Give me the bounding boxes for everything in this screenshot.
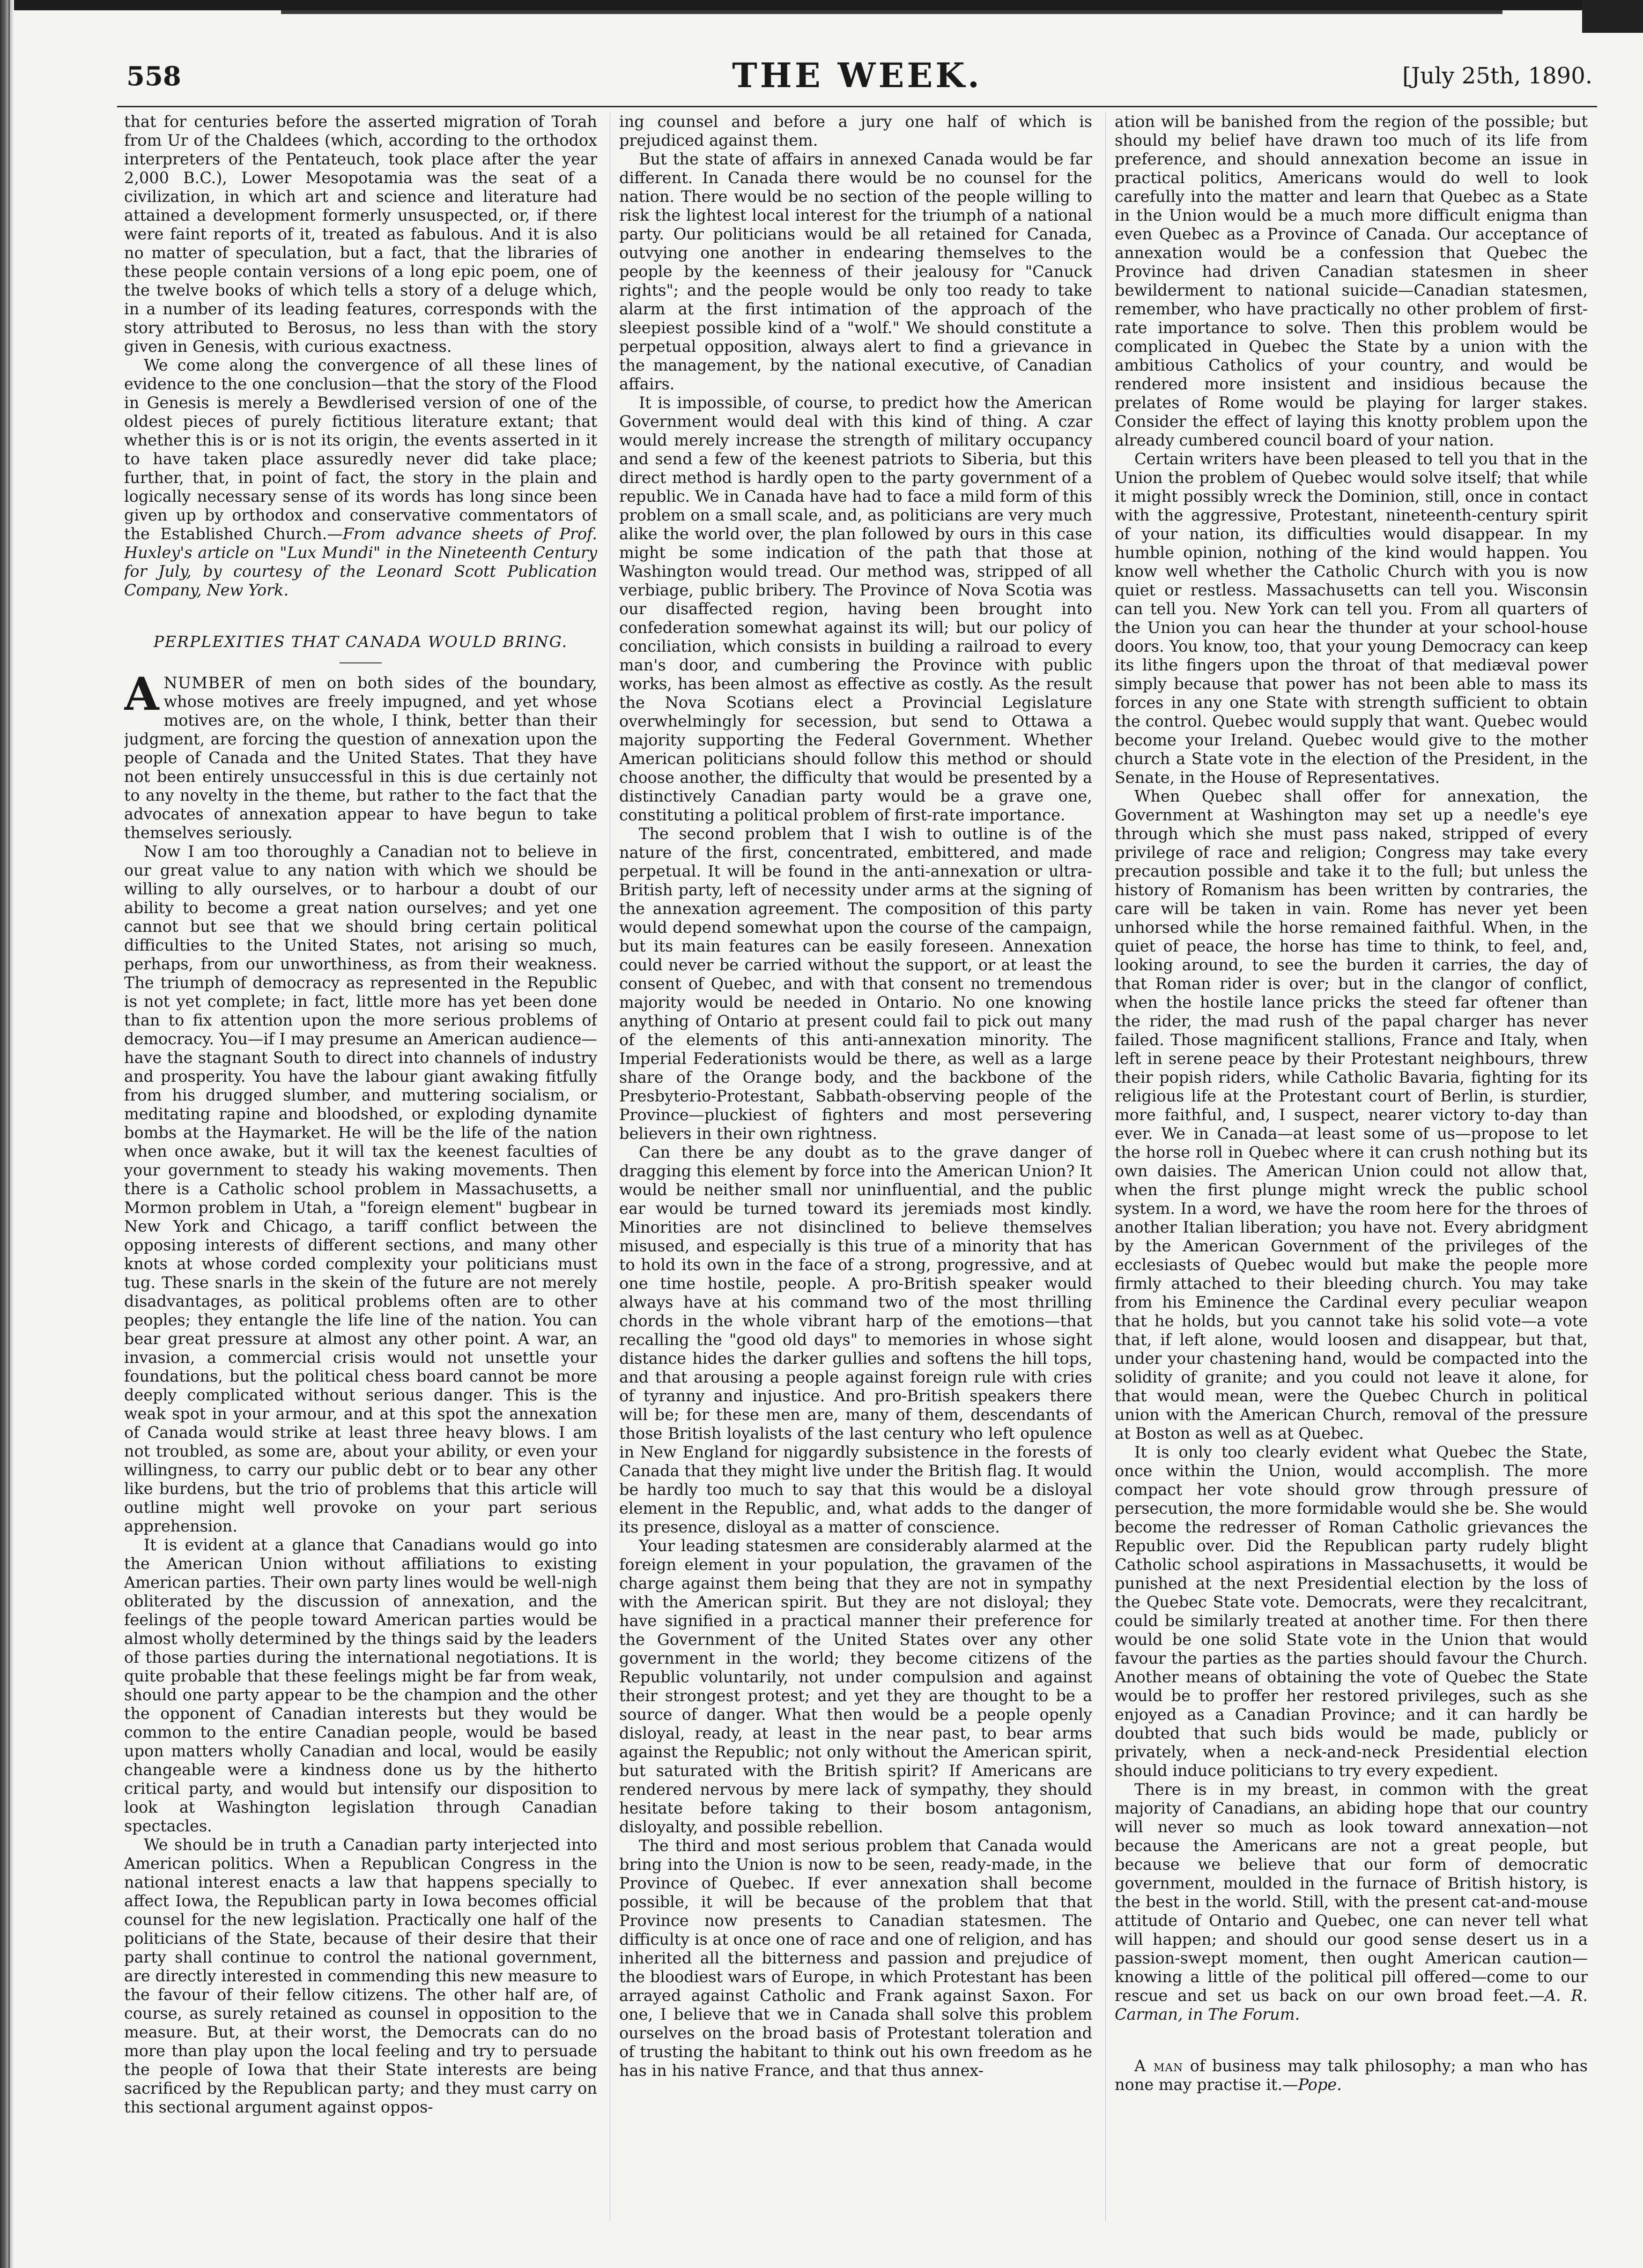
running-head [117, 55, 1597, 102]
column-right [1115, 112, 1588, 2230]
paragraph: ation will be banished from the region of the possible; but should my belief have drawn too much of its life from preference, and should annexation become an issue in practical politics, Americans would do well to look carefully into the matter and learn that Quebec as a State in the Union would be a much more difficult enigma than even Quebec as a Province of Canada. Our acceptance of annexation would be a confession that Quebec the Province had driven Canadian statesmen in sheer bewilderment to national suicide—Canadian statesmen, remember, who have practically no other problem of first-rate importance to solve. Then this problem would be complicated in Quebec the State by a union with the ambitious Catholics of your country, and would be rendered more insistent and insidious because the prelates of Rome would be playing for larger stakes. Consider the effect of laying this knotty problem upon the already cumbered council board of your nation. [1115, 112, 1588, 449]
header-rule [117, 106, 1597, 107]
page-number: 558 [126, 61, 181, 92]
scan-corner [1582, 0, 1643, 33]
paragraph: Your leading statesmen are considerably alarmed at the foreign element in your population, the gravamen of the charge against them being that they are not in sympathy with the American spirit. But they are not disloyal; they have signified in a practical manner their preference for the Government of the United States over any other government in the world; they become citizens of the Republic voluntarily, not under compulsion and against their strongest protest; and yet they are thought to be a source of danger. What then would be a people openly disloyal, ready, at least in the near past, to bear arms against the Republic; not only without the American spirit, but saturated with the British spirit? If Americans are rendered nervous by mere lack of sympathy, they should hesitate before taking to their bosom antagonism, disloyalty, and possible rebellion. [619, 1537, 1092, 1836]
scan-top-edge [14, 0, 1643, 10]
paragraph: ing counsel and before a jury one half of which is prejudiced against them. [619, 112, 1092, 149]
article-heading: PERPLEXITIES THAT CANADA WOULD BRING. [153, 632, 568, 651]
column-left [124, 112, 597, 2230]
spine-line [8, 0, 10, 2268]
paragraph: that for centuries before the asserted migration of Torah from Ur of the Chaldees (which, according to the orthodox interpreters of the Pentateuch, took place after the year 2,000 B.C.), Lower Mesopotamia was the seat of a civilization, in which art and science and literature had attained a development formerly unsuspected, or, if there were faint reports of it, treated as fabulous. And it is also no matter of speculation, but a fact, that the libraries of these people contain versions of a long epic poem, one of the twelve books of which tells a story of a deluge which, in a number of its leading features, corresponds with the story attributed to Berosus, no less than with the story given in Genesis, with curious exactness. [124, 112, 597, 356]
paragraph-text: of men on both sides of the boundary, whose motives are freely impugned, and yet whose motives are, on the whole, I think, better than their judgment, are forcing the question of annexation upon the people of Canada and the United States. That they have not been entirely unsuccessful in this is due certainly not to any novelty in the theme, but rather to the fact that the advocates of annexation appear to have begun to take themselves seriously. [124, 674, 597, 842]
drop-cap: A [124, 668, 159, 721]
paragraph: When Quebec shall offer for annexation, the Government at Washington may set up a needle's eye through which she must pass naked, stripped of every privilege of race and religion; Congress may take every precaution possible and take it to the full; but unless the history of Romanism has been written by contraries, the care will be taken in vain. Rome has never yet been unhorsed while the horse remained faithful. When, in the quiet of peace, the horse has time to think, to feel, and, looking around, to see the burden it carries, the day of that Roman rider is over; but in the clangor of conflict, when the hostile lance pricks the steed far oftener than the rider, the mad rush of the papal charger has never failed. Those magnificent stallions, France and Italy, when left in serene peace by their Protestant neighbours, threw their popish riders, while Catholic Bavaria, fighting for its religious life at the Protestant court of Berlin, is sturdier, more faithful, and, I suspect, nearer victory to-day than ever. We in Canada—at least some of us—propose to let the horse roll in Quebec where it can crush nothing but its own daisies. The American Union could not allow that, when the first plunge might wreck the public school system. In a word, we have the room here for the throes of another Italian liberation; you have not. Every abridgment by the American Government of the privileges of the ecclesiasts of Quebec would but make the people more firmly attached to their bleeding church. You may take from his Eminence the Cardinal every peculiar weapon that he holds, but you cannot take his solid vote—a vote that, if left alone, would loosen and disappear, but that, under your chastening hand, would be compacted into the solidity of granite; and you could not leave it alone, for that would mean, were the Quebec Church in political union with the American Church, removal of the pressure at Boston as well as at Quebec. [1115, 787, 1588, 1443]
spine-line [4, 0, 5, 2268]
source-citation: A. R. Carman, in The Forum. [1115, 1986, 1588, 2023]
paragraph: It is only too clearly evident what Quebec the State, once within the Union, would accomplish. The more compact her vote should grow through pressure of persecution, the more formidable would she be. She would become the redresser of Roman Catholic grievances the Republic over. Did the Republican party rudely blight Catholic school aspirations in Massachusetts, it would be punished at the next Presidential election by the loss of the Quebec State vote. Democrats, were they recalcitrant, could be similarly treated at another time. For then there would be one solid State vote in the Union that would favour the parties as the parties should favour the Church. Another means of obtaining the vote of Quebec the State would be to proffer her restored privileges, such as she enjoyed as a Canadian Province; and it can hardly be doubted that such bids would be made, publicly or privately, when a neck-and-neck Presidential election should induce politicians to try every expedient. [1115, 1443, 1588, 1780]
issue-date: [July 25th, 1890. [1402, 63, 1592, 89]
lead-word: NUMBER [163, 674, 244, 692]
lead-word: A man [1134, 2057, 1184, 2075]
paragraph [124, 668, 597, 842]
paragraph-text: We come along the convergence of all these lines of evidence to the one conclusion—that the story of the Flood in Genesis is merely a Bewdlerised version of one of the oldest pieces of purely fictitious literature extant; that whether this is or is not its origin, the events asserted in it to have taken place assuredly never did take place; further, that, in point of fact, the story in the plain and logically necessary sense of its words has long since been given up by orthodox and conservative commentators of the Established Church.— [124, 356, 597, 543]
paragraph: Can there be any doubt as to the grave danger of dragging this element by force into the American Union? It would be neither small nor uninfluential, and the public ear would be turned toward its jeremiads most kindly. Minorities are not disinclined to believe themselves misused, and especially is this true of a minority that has to hold its own in the face of a strong, progressive, and at one time hostile, people. A pro-British speaker would always have at his command two of the most thrilling chords in the whole vibrant harp of the emotions—that recalling the "good old days" to memories in whose sight distance hides the darker gullies and softens the hill tops, and that arousing a people against foreign rule with cries of tyranny and injustice. And pro-British speakers there will be; for these men are, many of them, descendants of those British loyalists of the last century who left opulence in New England for niggardly subsistence in the forests of Canada that they might live under the British flag. It would be hardly too much to say that this would be a disloyal element in the Republic, and, what adds to the danger of its presence, disloyal as a matter of conscience. [619, 1143, 1092, 1536]
paragraph: It is impossible, of course, to predict how the American Government would deal with this kind of thing. A czar would merely increase the strength of military occupancy and send a few of the keenest patriots to Siberia, but this direct method is hardly open to the party government of a republic. We in Canada have had to face a mild form of this problem on a small scale, and, as politicians are very much alike the world over, the plan followed by ours in this case might be some indication of the path that those at Washington would tread. Our method was, stripped of all verbiage, public bribery. The Province of Nova Scotia was our disaffected region, having been brought into confederation somewhat against its will; but our policy of conciliation, which consists in building a railroad to every man's door, and cumbering the Province with public works, has been almost as effective as costly. As the result the Nova Scotians elect a Provincial Legislature overwhelmingly for secession, but send to Ottawa a majority supporting the Federal Government. Whether American politicians should follow this method or should choose another, the difficulty that would be presented by a distinctively Canadian party would be a grave one, constituting a political problem of first-rate importance. [619, 394, 1092, 824]
paragraph: The third and most serious problem that Canada would bring into the Union is now to be seen, ready-made, in the Province of Quebec. If ever annexation shall become possible, it will be because of the problem that that Province now presents to Canadian statesmen. The difficulty is at once one of race and one of religion, and has inherited all the bitterness and passion and prejudice of the bloodiest wars of Europe, in which Protestant has been arrayed against Catholic and Frank against Saxon. For one, I believe that we in Canada shall solve this problem ourselves on the broad basis of Protestant toleration and of trusting the habitant to think out his own freedom as he has in his native France, and that thus annex- [619, 1837, 1092, 2080]
column-divider [1105, 112, 1106, 2221]
paragraph: The second problem that I wish to outline is of the nature of the first, concentrated, embittered, and made perpetual. It will be found in the anti-annexation or ultra-British party, left of necessity under arms at the signing of the annexation agreement. The composition of this party would depend somewhat upon the course of the campaign, but its main features can be easily foreseen. Annexation could never be carried without the support, or at least the consent of Quebec, and with that consent no tremendous majority would be needed in Ontario. No one knowing anything of Ontario at present could fail to pick out many of the elements of this anti-annexation minority. The Imperial Federationists would be there, as well as a large share of the Orange body, and the backbone of the Presbyterio-Protestant, Sabbath-observing people of the Province—pluckiest of fighters and most persevering believers in their own rightness. [619, 825, 1092, 1143]
paragraph: Now I am too thoroughly a Canadian not to believe in our great value to any nation with which we should be willing to ally ourselves, or to harbour a doubt of our ability to become a great nation ourselves; and yet one cannot but see that we should bring certain political difficulties to the United States, not arising so much, perhaps, from our unworthiness, as from their weakness. The triumph of democracy as represented in the Republic is not yet complete; in fact, little more has yet been done than to fix attention upon the more serious problems of democracy. You—if I may presume an American audience—have the stagnant South to direct into channels of industry and prosperity. You have the labour giant awaking fitfully from his drugged slumber, and muttering socialism, or meditating rapine and bloodshed, or exploding dynamite bombs at the Haymarket. He will be the life of the nation when once awake, but it will tax the keenest faculties of your government to steady his waking movements. Then there is a Catholic school problem in Massachusetts, a Mormon problem in Utah, a "foreign element" bugbear in New York and Chicago, a tariff conflict between the opposing interests of different sections, and many other knots at whose corded complexity your politicians must tug. These snarls in the skein of the future are not merely disadvantages, as political problems often are to other peoples; they entangle the life line of the nation. You can bear great pressure at almost any other point. A war, an invasion, a commercial crisis would not unsettle your foundations, but the political chess board cannot be more deeply complicated without serious danger. This is the weak spot in your armour, and at this spot the annexation of Canada would strike at least three heavy blows. I am not troubled, as some are, about your ability, or even your willingness, to carry our public debt or to bear any other like burdens, but the trio of problems that this article will outline might well provoke on your part serious apprehension. [124, 842, 597, 1535]
heading-rule [340, 662, 382, 663]
quotation [1115, 2057, 1588, 2094]
paragraph: Certain writers have been pleased to tell you that in the Union the problem of Quebec would solve itself; that while it might possibly wreck the Dominion, still, once in contact with the aggressive, Protestant, nineteenth-century spirit of your nation, its difficulties would disappear. In my humble opinion, nothing of the kind would happen. You know well whether the Catholic Church with you is now quiet or restless. Massachusetts can tell you. Wisconsin can tell you. New York can tell you. From all quarters of the Union you can hear the thunder at your school-house doors. You know, too, that your young Democracy can keep its lithe fingers upon the throat of that mediæval power simply because that power has not been able to mass its forces in any one State with strength sufficient to obtain the control. Quebec would supply that want. Quebec would become your Ireland. Quebec would give to the mother church a State vote in the election of the President, in the Senate, in the House of Representatives. [1115, 450, 1588, 787]
scan-top-edge [281, 10, 1502, 14]
paragraph: It is evident at a glance that Canadians would go into the American Union without affiliations to existing American parties. Their own party lines would be well-nigh obliterated by the discussion of annexation, and the feelings of the people toward American parties would be almost wholly determined by the things said by the leaders of those parties during the international negotiations. It is quite probable that these feelings might be far from weak, should one party appear to be the champion and the other the opponent of Canadian interests but they would be common to the entire Canadian people, would be based upon matters wholly Canadian and local, would be easily changeable were a kindness done us by the hitherto critical party, and would but intensify our disposition to look at Washington legislation through Canadian spectacles. [124, 1536, 597, 1835]
binding-spine [0, 0, 14, 2268]
column-middle [619, 112, 1092, 2230]
paragraph [124, 356, 597, 600]
journal-title: THE WEEK. [732, 55, 982, 95]
paragraph-text: There is in my breast, in common with the great majority of Canadians, an abiding hope that our country will never so much as look toward annexation—not because the Americans are not a great people, but because we believe that our form of democratic government, moulded in the furnace of British history, is the best in the world. Still, with the present cat-and-mouse attitude of Ontario and Quebec, one can never tell what will happen; and should our good sense desert us in a passion-swept moment, then ought American caution—knowing a little of the political pill offered—come to our rescue and set us back on our own broad feet.— [1115, 1780, 1588, 2005]
source-citation: From advance sheets of Prof. Huxley's article on "Lux Mundi" in the Nineteenth Century for July, by courtesy of the Leonard Scott Publication Company, New York. [124, 525, 597, 599]
quotation-source: Pope. [1298, 2075, 1342, 2094]
paragraph: We should be in truth a Canadian party interjected into American politics. When a Republican Congress in the national interest enacts a law that happens specially to affect Iowa, the Republican party in Iowa becomes official counsel for the new legislation. Practically one half of the politicians of the State, because of their desire that their party shall continue to control the national government, are directly interested in commending this new measure to the favour of their fellow citizens. The other half are, of course, as surely retained as counsel in opposition to the measure. But, at their worst, the Democrats can do no more than play upon the local feeling and try to persuade the people of Iowa that their State interests are being sacrificed by the Republican party; and they must carry on this sectional argument against oppos- [124, 1836, 597, 2116]
paragraph: But the state of affairs in annexed Canada would be far different. In Canada there would be no counsel for the nation. There would be no section of the people willing to risk the lightest local interest for the triumph of a national party. Our politicians would be all retained for Canada, outvying one another in endearing themselves to the people by the keenness of their jealousy for "Canuck rights"; and the people would be only too ready to take alarm at the first intimation of the approach of the sleepiest possible kind of a "wolf." We should constitute a perpetual opposition, always alert to find a grievance in the management, by the national executive, of Canadian affairs. [619, 150, 1092, 393]
quotation-text: of business may talk philosophy; a man who has none may practise it.— [1115, 2057, 1588, 2094]
paragraph [1115, 1780, 1588, 2024]
